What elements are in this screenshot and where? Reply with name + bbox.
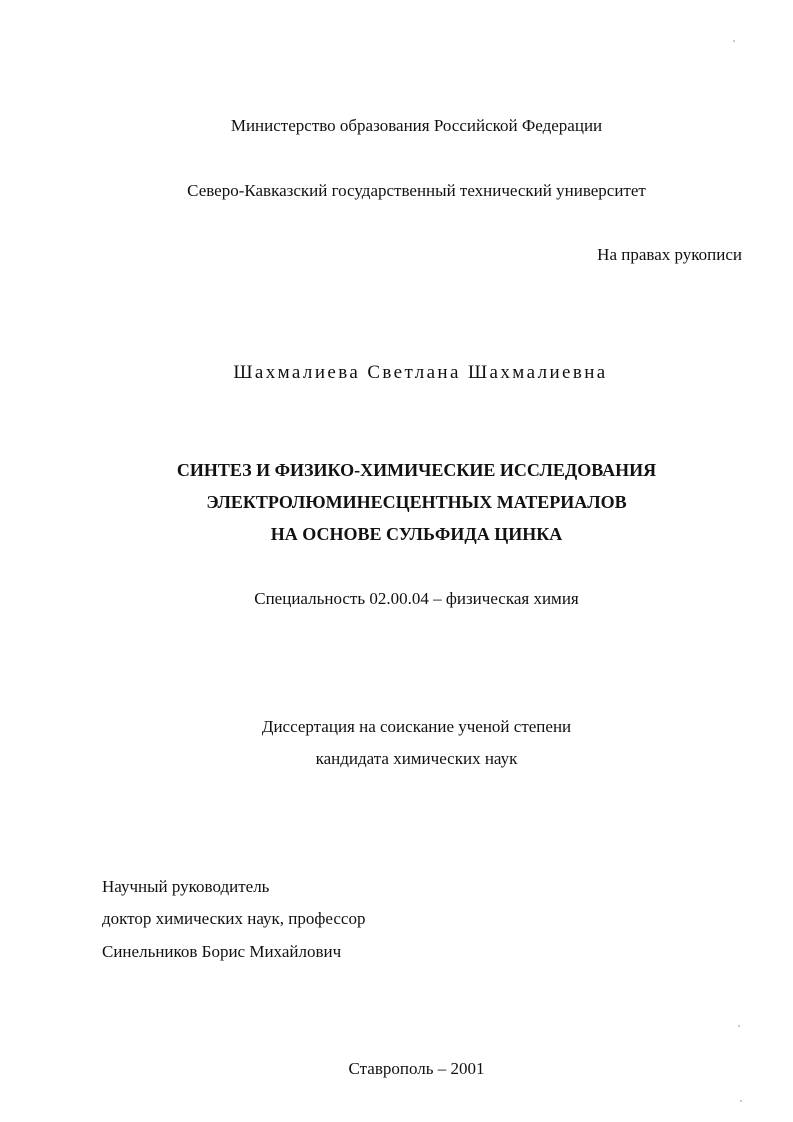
city-year: Ставрополь – 2001 [348,1059,485,1078]
ministry-name: Министерство образования Российской Федерации [230,116,603,135]
title-line-2: ЭЛЕКТРОЛЮМИНЕСЦЕНТНЫХ МАТЕРИАЛОВ [206,492,627,512]
dissertation-line-1: Диссертация на соискание ученой степени [261,717,572,736]
university-name: Северо-Кавказский государственный технический университет [187,181,646,200]
specialty: Специальность 02.00.04 – физическая химия [254,589,579,608]
author-name: Шахмалиева Светлана Шахмалиевна [233,362,608,383]
supervisor-role: Научный руководитель [102,877,270,896]
dissertation-line-2: кандидата химических наук [315,749,518,768]
rights-note: На правах рукописи [597,245,742,264]
supervisor-name: Синельников Борис Михайлович [102,942,342,961]
scan-speck [733,40,735,42]
supervisor-degree: доктор химических наук, профессор [102,909,366,928]
scan-speck [740,1100,742,1102]
scan-speck [738,1025,740,1027]
title-line-3: НА ОСНОВЕ СУЛЬФИДА ЦИНКА [270,524,563,544]
title-line-1: СИНТЕЗ И ФИЗИКО-ХИМИЧЕСКИЕ ИССЛЕДОВАНИЯ [176,460,657,480]
